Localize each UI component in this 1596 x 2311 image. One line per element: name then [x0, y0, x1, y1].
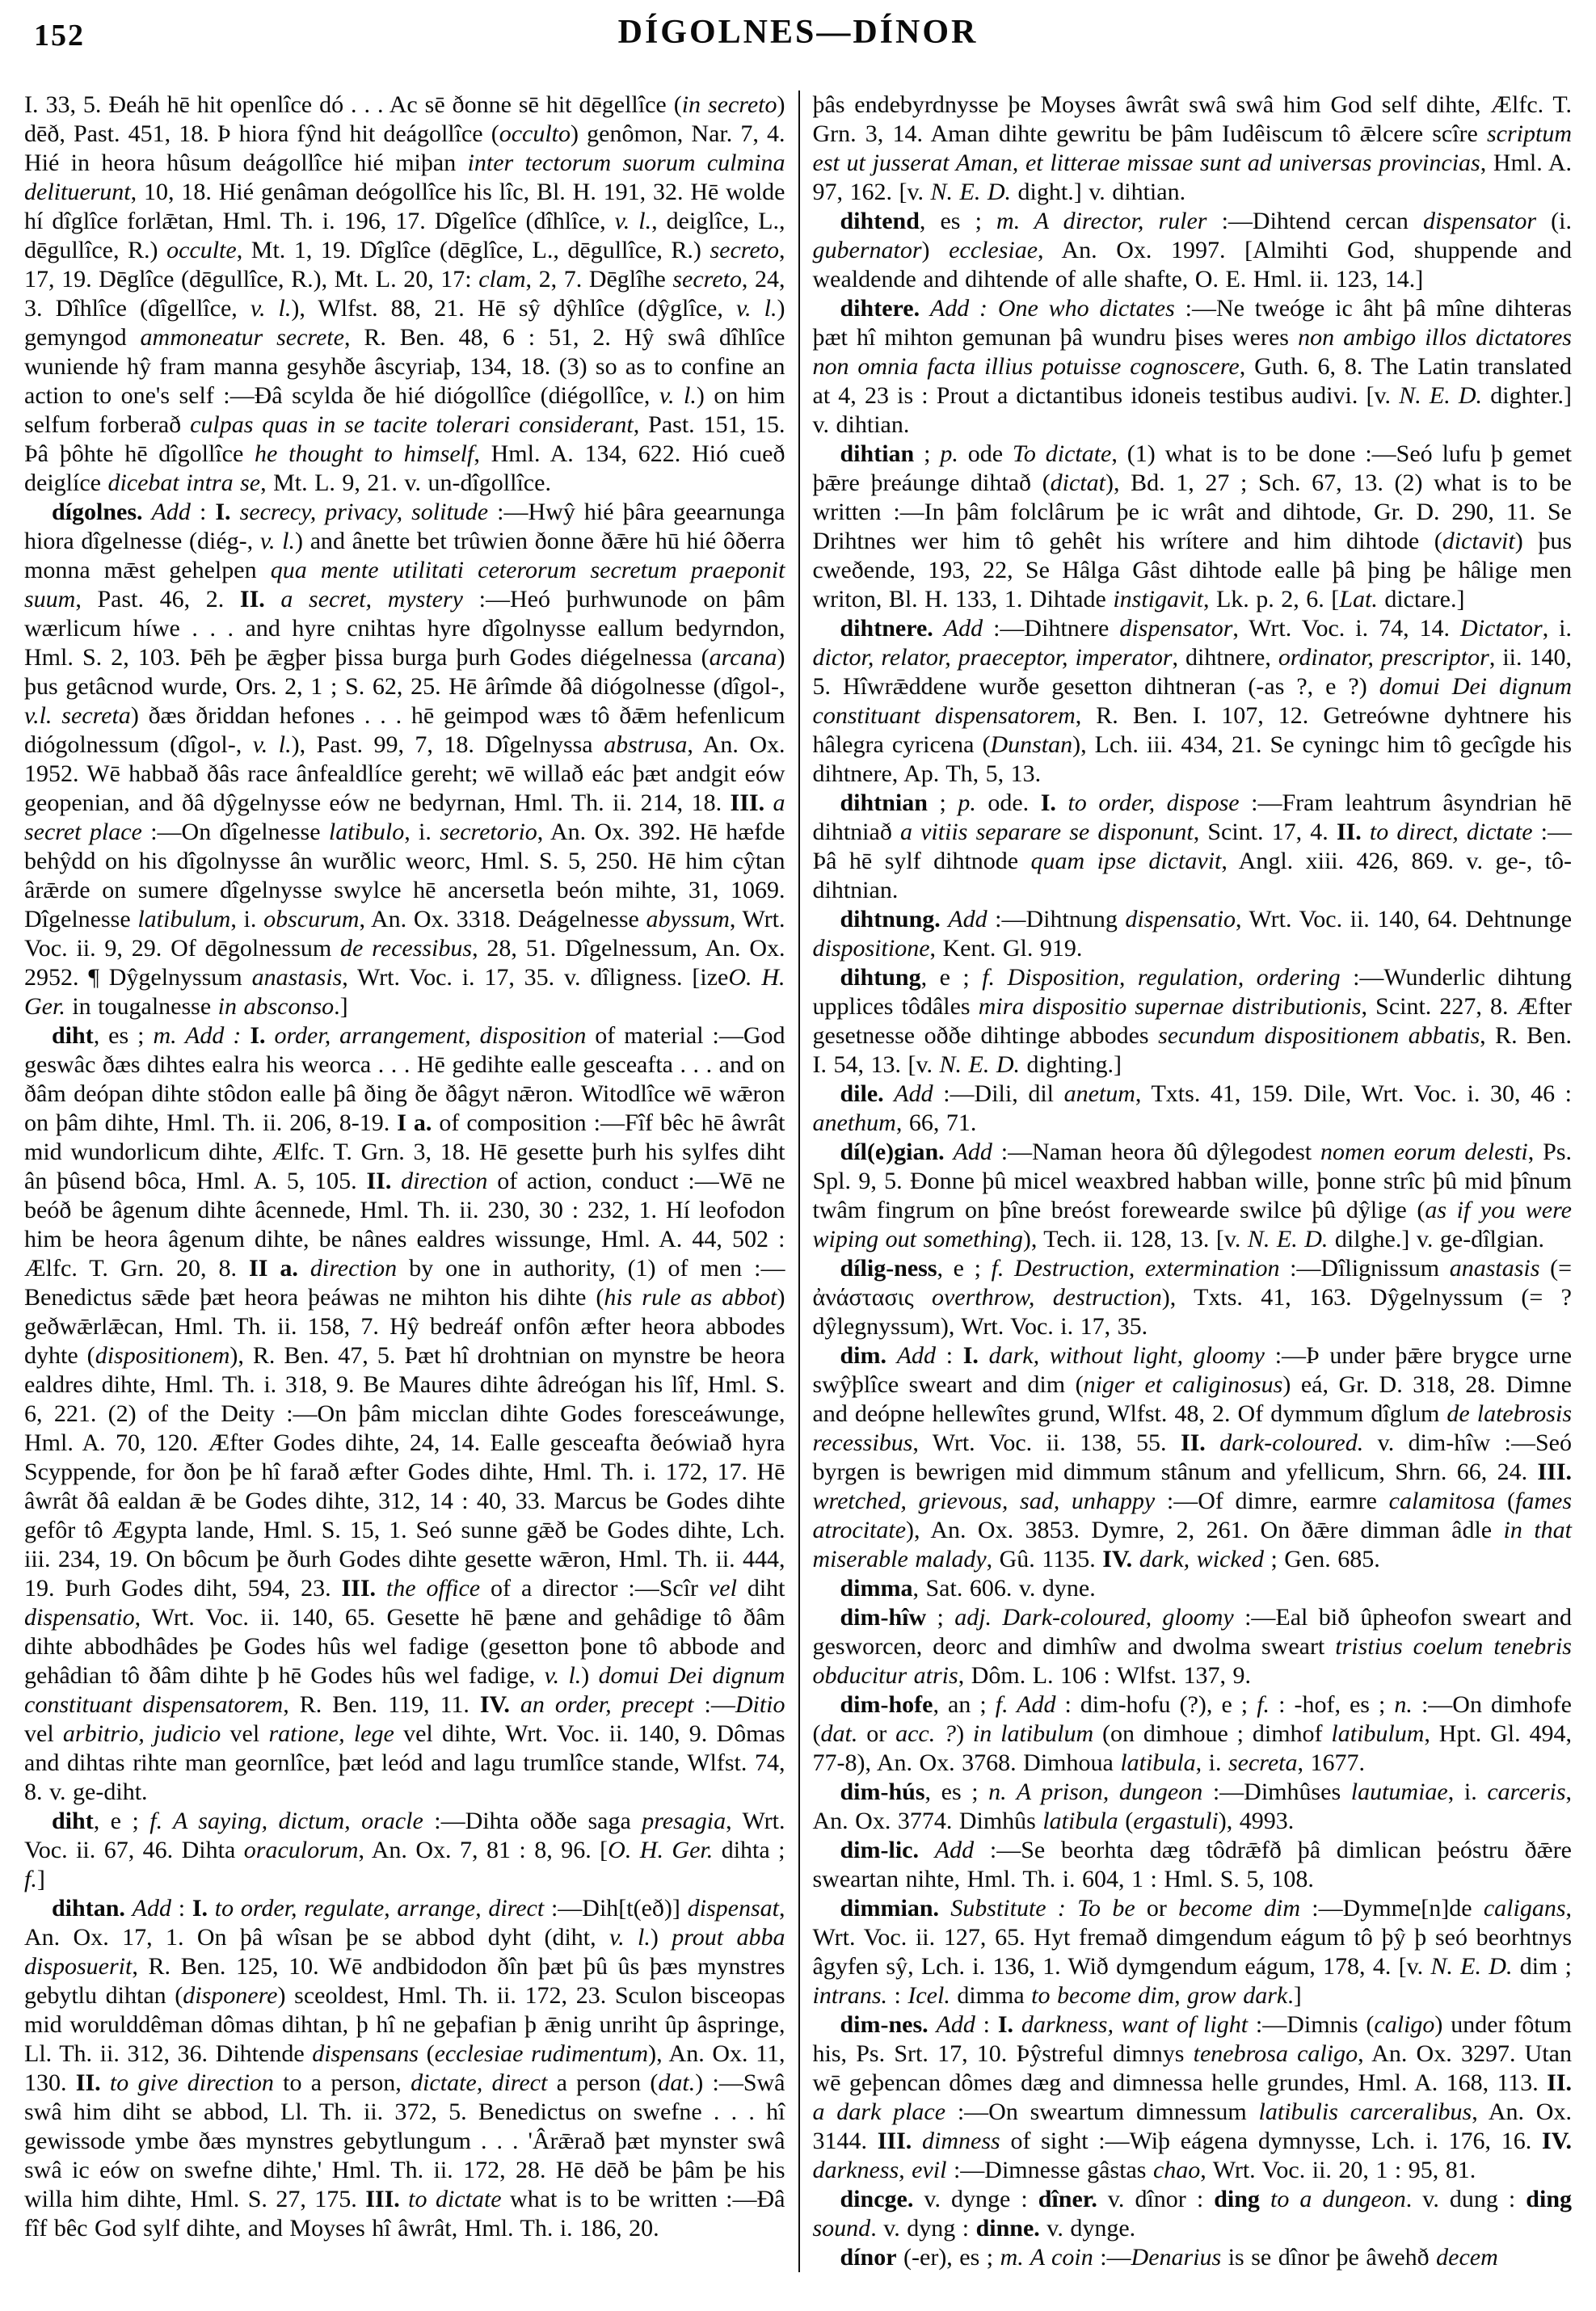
- entry-diligness: dílig-ness, e ; f. Destruction, extermination :—Dîlignissum anastasis (= ἀνάστασις overthrow, destruction), Txts. 41, 163. Dŷgelnyssum (= ? dŷlegnyssum), Wrt. Voc. i. 17, 35.: [812, 1255, 1572, 1340]
- entry-dincge-crossrefs: dincge. v. dynge : dîner. v. dînor : ding to a dungeon. v. dung : ding sound. v. dyng : dinne. v. dynge.: [812, 2186, 1573, 2242]
- entry-dilegian: díl(e)gian. Add :—Naman heora ðû dŷlegodest nomen eorum delesti, Ps. Spl. 9, 5. Ðonne þû micel weaxbred habban wille, þonne strîc þû mid þînum twâm fingrum on þîne breóst forewearde swilce þû dŷlige (as if you were wiping out something), Tech. ii. 128, 13. [v. N. E. D. dilghe.] v. ge-dîlgian.: [812, 1139, 1573, 1252]
- entry-dihtere: dihtere. Add : One who dictates :—Ne tweóge ic âht þâ mîne dihteras þæt hî mihton gemunan þâ wundru þises weres non ambigo illos dictatores non omnia facta illius potuisse cognoscere, Guth. 6, 8. The Latin translated at 4, 23 is : Prout a dictantibus idoneis testibus audivi. [v. N. E. D. dighter.] v. dihtian.: [812, 295, 1573, 438]
- page-title: DÍGOLNES—DÍNOR: [617, 14, 979, 51]
- entry-dim-nes: dim-nes. Add : I. darkness, want of light :—Dimnis (caligo) under fôtum his, Ps. Srt. 17, 10. Þŷstreful dimnys tenebrosa caligo, An. Ox. 3297. Utan wē geþencan dômes dæg and dimnessa helle grundes, Hml. A. 168, 113. II. a dark place :—On sweartum dimnessum latibulis carceralibus, An. Ox. 3144. III. dimness of sight :—Wiþ eágena dymnysse, Lch. i. 176, 16. IV. darkness, evil :—Dimnesse gâstas chao, Wrt. Voc. ii. 20, 1 : 95, 81.: [812, 2011, 1573, 2183]
- entry-dihtan: dihtan. Add : I. to order, regulate, arrange, direct :—Dih[t(eð)] dispensat, An. Ox. 17, 1. On þâ wîsan þe se abbod dyht (diht, v. l.) prout abba disposuerit, R. Ben. 125, 10. Wē andbidodon ðîn þæt þû ûs þæs mynstres gebytlu dihtan (disponere) sceoldest, Hml. Th. ii. 172, 23. Sculon bisceopas mid worulddêman dômas dihtan, þ hî ne geþafian þ ǣnig unriht ûp âspringe, Ll. Th. ii. 312, 36. Dihtende dispensans (ecclesiae rudimentum), An. Ox. 11, 130. II. to give direction to a person, dictate, direct a person (dat.) :—Swâ swâ him diht se abbod, Ll. Th. ii. 372, 5. Benedictus on swefne . . . hî gewissode ymbe ðæs mynstres gebytlungum . . . 'Ârǣrað þæt mynster swâ swâ ic eów on swefne dihte,' Hml. Th. ii. 172, 28. Hē dēð be þâm þe his willa him dihte, Hml. S. 27, 175. III. to dictate what is to be written :—Ðâ fîf bêc God sylf dihte, and Moyses hî âwrât, Hml. Th. i. 186, 20.: [24, 1895, 785, 2242]
- entry-dim: dim. Add : I. dark, without light, gloomy :—Þ under þǣre brygce urne swŷþlîce sweart and dim (niger et caliginosus) eá, Gr. D. 318, 28. Dimne and deópne hellewîtes grund, Wlfst. 48, 2. Of dymmum dîglum de latebrosis recessibus, Wrt. Voc. ii. 138, 55. II. dark-coloured. v. dim-hîw :—Seó byrgen is bewrigen mid dimmum stânum and yfellicum, Shrn. 66, 24. III. wretched, grievous, sad, unhappy :—Of dimre, earmre calamitosa (fames atrocitate), An. Ox. 3853. Dymre, 2, 261. On ðǣre dimman âdle in that miserable malady, Gû. 1135. IV. dark, wicked ; Gen. 685.: [812, 1342, 1573, 1572]
- entry-diht-masc: diht, es ; m. Add : I. order, arrangement, disposition of material :—God geswâc ðæs dihtes ealra his weorca . . . Hē gedihte ealle gesceafta . . . and on ðâm deópan dihte stôdon ealle þâ ðing ðe ðâgyt nǣron. Witodlîce wē wǣron on þâm dihte, Hml. Th. ii. 206, 8-19. I a. of composition :—Fîf bêc hē âwrât mid wundorlicum dihte, Ælfc. T. Grn. 3, 18. Hē gesette þurh his sylfes diht ân þûsend bôca, Hml. A. 5, 105. II. direction of action, conduct :—Wē ne beóð be âgenum dihte âcennede, Hml. Th. ii. 230, 30 : 232, 1. Hí leofodon him be heora âgenum dihte, be nânes ealdres wissunge, Hml. A. 44, 502 : Ælfc. T. Grn. 20, 8. II a. direction by one in authority, (1) of men :—Benedictus sǣde þæt heora þeáwas ne mihton his dihte (his rule as abbot) geðwǣrlǣcan, Hml. Th. ii. 158, 7. Hŷ bedreáf onfôn æfter heora abbodes dyhte (dispositionem), R. Ben. 47, 5. Þæt hî drohtnian on mynstre be heora ealdres dihte, Hml. Th. i. 318, 9. Be Maures dihte âdreógan his lîf, Hml. S. 6, 221. (2) of the Deity :—On þâm micclan dihte Godes foresceáwunge, Hml. A. 70, 120. Æfter Godes dihte, 24, 14. Ealle gesceafta ðeówiað hyra Scyppende, for ðon þe hî farað æfter Godes dihte, Hml. Th. i. 172, 17. Hē âwrât ðâ ealdan ǣ be Godes dihte, 312, 14 : 40, 33. Marcus be Godes dihte gefôr tô Ægypta lande, Hml. S. 15, 1. Seó sunne gǣð be Godes dihte, Lch. iii. 234, 19. On bôcum þe ðurh Godes dihte gesette wǣron, Hml. Th. ii. 444, 19. Þurh Godes diht, 594, 23. III. the office of a director :—Scîr vel diht dispensatio, Wrt. Voc. ii. 140, 65. Gesette hē þæne and gehâdige tô ðâm dihte abbodhâdes þe Godes hûs wel fadige (gesetton þone tô abbode and gehâdian tô ðâm dihte þ hē Godes hûs wel fadige, v. l.) domui Dei dignum constituant dispensatorem, R. Ben. 119, 11. IV. an order, precept :—Ditio vel arbitrio, judicio vel ratione, lege vel dihte, Wrt. Voc. ii. 140, 9. Dômas and dihtas rihte man geornlîce, þæt leód and lagu trumlîce stande, Wlfst. 74, 8. v. ge-diht.: [24, 1022, 785, 1805]
- entry-dinor: dínor (-er), es ; m. A coin :—Denarius is se dînor þe âwehð decem: [840, 2244, 1498, 2271]
- entry-dim-hiw: dim-hîw ; adj. Dark-coloured, gloomy :—Eal bið ûpheofon sweart and gesworcen, deorc and dimhîw and dwolma sweart tristius coelum tenebris obducitur atris, Dôm. L. 106 : Wlfst. 137, 9.: [812, 1604, 1573, 1689]
- entry-dihtan-continuation: þâs endebyrdnysse þe Moyses âwrât swâ swâ him God self dihte, Ælfc. T. Grn. 3, 14. Aman dihte gewritu be þâm Iudêiscum tô ǣlcere scîre scriptum est ut jusserat Aman, et litterae missae sunt ad universas provincias, Hml. A. 97, 162. [v. N. E. D. dight.] v. dihtian.: [812, 91, 1572, 205]
- entry-dihtend: dihtend, es ; m. A director, ruler :—Dihtend cercan dispensator (i. gubernator) ecclesiae, An. Ox. 1997. [Almihti God, shuppende and wealdende and dihtende of alle shafte, O. E. Hml. ii. 123, 14.]: [812, 208, 1572, 293]
- entry-dihtnung: dihtnung. Add :—Dihtnung dispensatio, Wrt. Voc. ii. 140, 64. Dehtnunge dispositione, Kent. Gl. 919.: [812, 906, 1573, 962]
- entry-digolnes: dígolnes. Add : I. secrecy, privacy, solitude :—Hwŷ hié þâra geearnunga hiora dîgelnesse (diég-, v. l.) and ânette bet trûwien ðonne ðǣre hū hié ôðerra monna mǣst gehelpen qua mente utilitati ceterorum secretum praeponit suum, Past. 46, 2. II. a secret, mystery :—Heó þurhwunode on þâm wærlicum híwe . . . and hyre cnihtas hyre dîgolnysse eallum bedyrndon, Hml. S. 2, 103. Þēh þe ǣgþer þissa burga þurh Godes diégelnessa (arcana) þus getâcnod wurde, Ors. 2, 1 ; S. 62, 25. Hē ârîmde ðâ diógolnesse (dîgol-, v.l. secreta) ðæs ðriddan hefones . . . hē geimpod wæs tô ðǣm hefenlicum diógolnessum (dîgol-, v. l.), Past. 99, 7, 18. Dîgelnyssa abstrusa, An. Ox. 1952. Wē habbað ðâs race ânfealdlíce gereht; wē willað eác þæt andgit eów geopenian, and ðâ dŷgelnysse eów ne bedyrnan, Hml. Th. ii. 214, 18. III. a secret place :—On dîgelnesse latibulo, i. secretorio, An. Ox. 392. Hē hæfde behŷdd on his dîgolnysse ân wurðlic weorc, Hml. S. 5, 250. Hē him cŷtan ârǣrde on sumere dîgelnysse swylce hē ancersetla beón mihte, 31, 1069. Dîgelnesse latibulum, i. obscurum, An. Ox. 3318. Deágelnesse abyssum, Wrt. Voc. ii. 9, 29. Of dēgolnessum de recessibus, 28, 51. Dîgelnessum, An. Ox. 2952. ¶ Dŷgelnyssum anastasis, Wrt. Voc. i. 17, 35. v. dîligness. [izeO. H. Ger. in tougalnesse in absconso.]: [24, 499, 785, 1020]
- entry-dihtian: dihtian ; p. ode To dictate, (1) what is to be done :—Seó lufu þ gemet þǣre þreáunge dihtað (dictat), Bd. 1, 27 ; Sch. 67, 13. (2) what is to be written :—In þâm folclârum þe ic wrât and dihtode, Gr. D. 290, 11. Se Drihtnes wer him tô gehêt his wrítere and him dihtode (dictavit) þus cweðende, 193, 22, Se Hâlga Gâst dihtode ealle þâ þing þe hâlige men writon, Bl. H. 133, 1. Dihtade instigavit, Lk. p. 2, 6. [Lat. dictare.]: [812, 440, 1572, 612]
- entry-digollice-continuation: I. 33, 5. Ðeáh hē hit openlîce dó . . . Ac sē ðonne sē hit dēgellîce (in secreto) dēð, Past. 451, 18. Þ hiora fŷnd hit deágollîce (occulto) genômon, Nar. 7, 4. Hié in heora hûsum deágollîce hié miþan inter tectorum suorum culmina delituerunt, 10, 18. Hié genâman deógollîce his lîc, Bl. H. 191, 32. Hē wolde hí dîglîce forlǣtan, Hml. Th. i. 196, 17. Dîgelîce (dîhlîce, v. l., deiglîce, L., dēgullîce, R.) occulte, Mt. 1, 19. Dîglîce (dēglîce, L., dēgullîce, R.) secreto, 17, 19. Dēglîce (dēgullîce, R.), Mt. L. 20, 17: clam, 2, 7. Dēglîhe secreto, 24, 3. Dîhlîce (dîgellîce, v. l.), Wlfst. 88, 21. Hē sŷ dŷhlîce (dŷglîce, v. l.) gemyngod ammoneatur secrete, R. Ben. 48, 6 : 51, 2. Hŷ swâ dîhlîce wuniende hŷ fram manna gesyhðe âscyriaþ, 134, 18. (3) so as to confine an action to one's self :—Ðâ scylda ðe hié diógollîce (diégollîce, v. l.) on him selfum forberað culpas quas in se tacite tolerari considerant, Past. 151, 15. Þâ þôhte hē dîgollîce he thought to himself, Hml. A. 134, 622. Hió cueð deiglíce dicebat intra se, Mt. L. 9, 21. v. un-dîgollîce.: [24, 91, 785, 496]
- entry-dimma: dimma, Sat. 606. v. dyne.: [840, 1575, 1096, 1602]
- entry-diht-fem: diht, e ; f. A saying, dictum, oracle :—Dihta oððe saga presagia, Wrt. Voc. ii. 67, 46. Dihta oraculorum, An. Ox. 7, 81 : 8, 96. [O. H. Ger. dihta ; f.]: [24, 1808, 785, 1892]
- page-header: [24, 11, 1572, 69]
- right-column: [798, 91, 1573, 2272]
- entry-dihtnian: dihtnian ; p. ode. I. to order, dispose :—Fram leahtrum âsyndrian hē dihtniað a vitiis separare se disponunt, Scint. 17, 4. II. to direct, dictate :—Þâ hē sylf dihtnode quam ipse dictavit, Angl. xiii. 426, 869. v. ge-, tô-dihtnian.: [812, 789, 1573, 903]
- entry-dihtung: dihtung, e ; f. Disposition, regulation, ordering :—Wunderlic dihtung upplices tôdâles mira dispositio supernae distributionis, Scint. 227, 8. Æfter gesetnesse oððe dihtinge abbodes secundum dispositionem abbatis, R. Ben. I. 54, 13. [v. N. E. D. dighting.]: [812, 964, 1572, 1078]
- entry-dim-hofe: dim-hofe, an ; f. Add : dim-hofu (?), e ; f. : -hof, es ; n. :—On dimhofe (dat. or acc. ?) in latibulum (on dimhoue ; dimhof latibulum, Hpt. Gl. 494, 77-8), An. Ox. 3768. Dimhoua latibula, i. secreta, 1677.: [812, 1691, 1572, 1776]
- entry-dile: dile. Add :—Dili, dil anetum, Txts. 41, 159. Dile, Wrt. Voc. i. 30, 46 : anethum, 66, 71.: [812, 1080, 1572, 1136]
- page-number: 152: [34, 19, 85, 53]
- entry-dim-hus: dim-hús, es ; n. A prison, dungeon :—Dimhûses lautumiae, i. carceris, An. Ox. 3774. Dimhûs latibula (ergastuli), 4993.: [812, 1779, 1573, 1834]
- entry-dihtnere: dihtnere. Add :—Dihtnere dispensator, Wrt. Voc. i. 74, 14. Dictator, i. dictor, relator, praeceptor, imperator, dihtnere, ordinator, prescriptor, ii. 140, 5. Hîwrǣddene wurðe gesetton dihtneran (-as ?, e ?) domui Dei dignum constituant dispensatorem, R. Ben. I. 107, 12. Getreówne dyhtnere his hâlegra cyricena (Dunstan), Lch. iii. 434, 21. Se cyningc him tô gecîgde his dihtnere, Ap. Th, 5, 13.: [812, 615, 1573, 787]
- entry-dimmian: dimmian. Substitute : To be or become dim :—Dymme[n]de caligans, Wrt. Voc. ii. 127, 65. Hyt fremað dimgendum eágum tô þŷ þ seó beorhtnys âgyfen sŷ, Lch. i. 136, 1. Wið dymgendum eágum, 178, 4. [v. N. E. D. dim ; intrans. : Icel. dimma to become dim, grow dark.]: [812, 1895, 1572, 2009]
- text-columns: [24, 91, 1572, 2272]
- left-column: [24, 91, 798, 2272]
- entry-dim-lic: dim-lic. Add :—Se beorhta dæg tôdrǣfð þâ dimlican þeóstru ðǣre sweartan nihte, Hml. Th. i. 604, 1 : Hml. S. 5, 108.: [812, 1837, 1573, 1892]
